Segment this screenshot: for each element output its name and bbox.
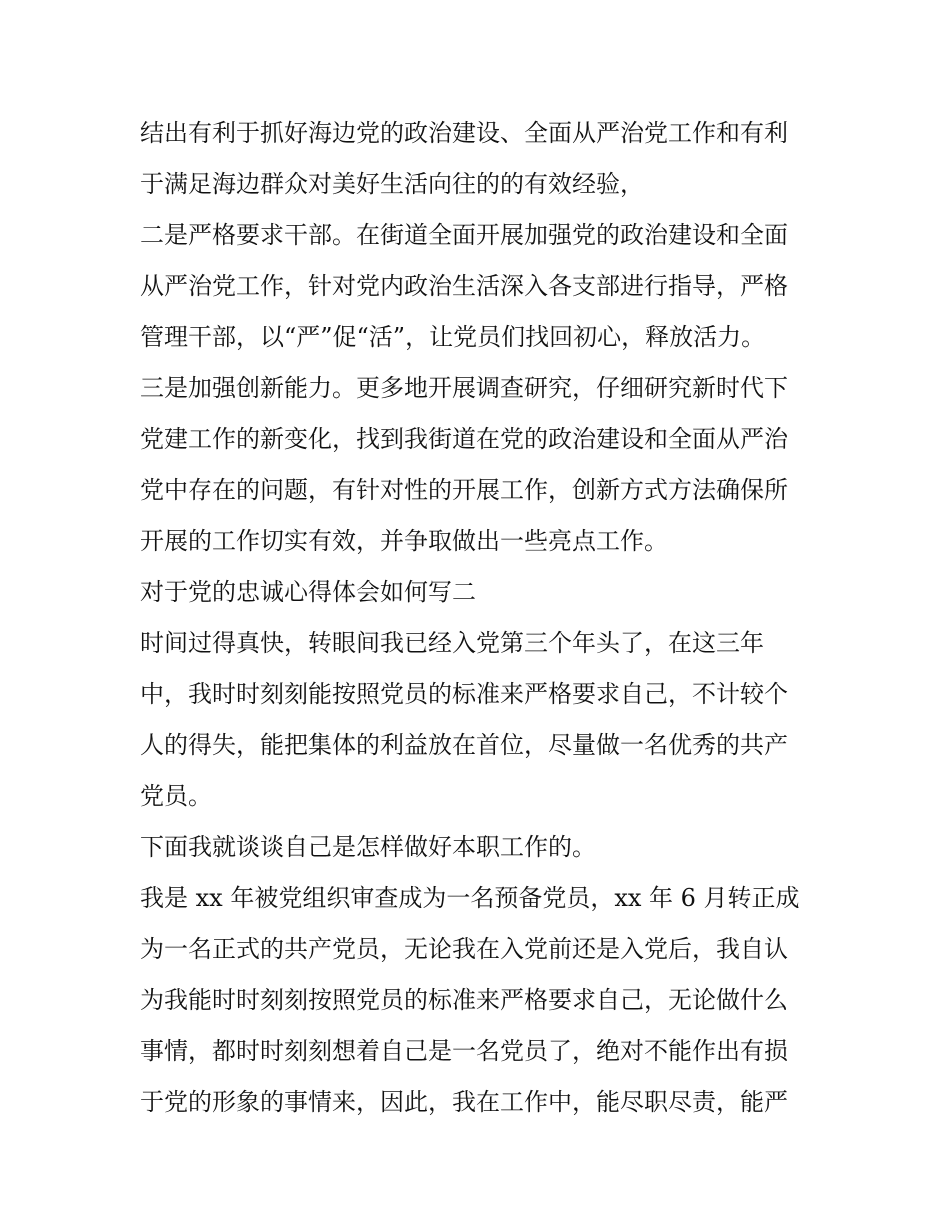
text-line: 人的得失，能把集体的利益放在首位，尽量做一名优秀的共产 xyxy=(140,731,788,759)
text-line: 于满足海边群众对美好生活向往的的有效经验， xyxy=(140,170,644,198)
text-line: 结出有利于抓好海边党的政治建设、全面从严治党工作和有利 xyxy=(140,119,788,147)
section-heading: 对于党的忠诚心得体会如何写二 xyxy=(140,578,476,606)
text-line: 时间过得真快，转眼间我已经入党第三个年头了，在这三年 xyxy=(140,629,764,657)
text-line: 我是 xx 年被党组织审查成为一名预备党员，xx 年 6 月转正成 xyxy=(140,884,800,912)
text-line: 中，我时时刻刻能按照党员的标准来严格要求自己，不计较个 xyxy=(140,680,788,708)
text-line: 为一名正式的共产党员，无论我在入党前还是入党后，我自认 xyxy=(140,935,788,963)
text-line: 二是严格要求干部。在街道全面开展加强党的政治建设和全面 xyxy=(140,221,788,249)
text-line: 事情，都时时刻刻想着自己是一名党员了，绝对不能作出有损 xyxy=(140,1037,788,1065)
text-line: 为我能时时刻刻按照党员的标准来严格要求自己，无论做什么 xyxy=(140,986,788,1014)
text-line: 于党的形象的事情来，因此，我在工作中，能尽职尽责，能严 xyxy=(140,1088,788,1116)
text-line: 从严治党工作，针对党内政治生活深入各支部进行指导，严格 xyxy=(140,272,788,300)
text-line: 下面我就谈谈自己是怎样做好本职工作的。 xyxy=(140,833,596,861)
text-line: 党员。 xyxy=(140,782,212,810)
text-line: 三是加强创新能力。更多地开展调查研究，仔细研究新时代下 xyxy=(140,374,788,402)
text-line: 开展的工作切实有效，并争取做出一些亮点工作。 xyxy=(140,527,668,555)
text-line: 党建工作的新变化，找到我街道在党的政治建设和全面从严治 xyxy=(140,425,788,453)
body-text xyxy=(140,108,830,1128)
text-line: 管理干部，以“严”促“活”，让党员们找回初心，释放活力。 xyxy=(140,323,766,351)
text-line: 党中存在的问题，有针对性的开展工作，创新方式方法确保所 xyxy=(140,476,788,504)
